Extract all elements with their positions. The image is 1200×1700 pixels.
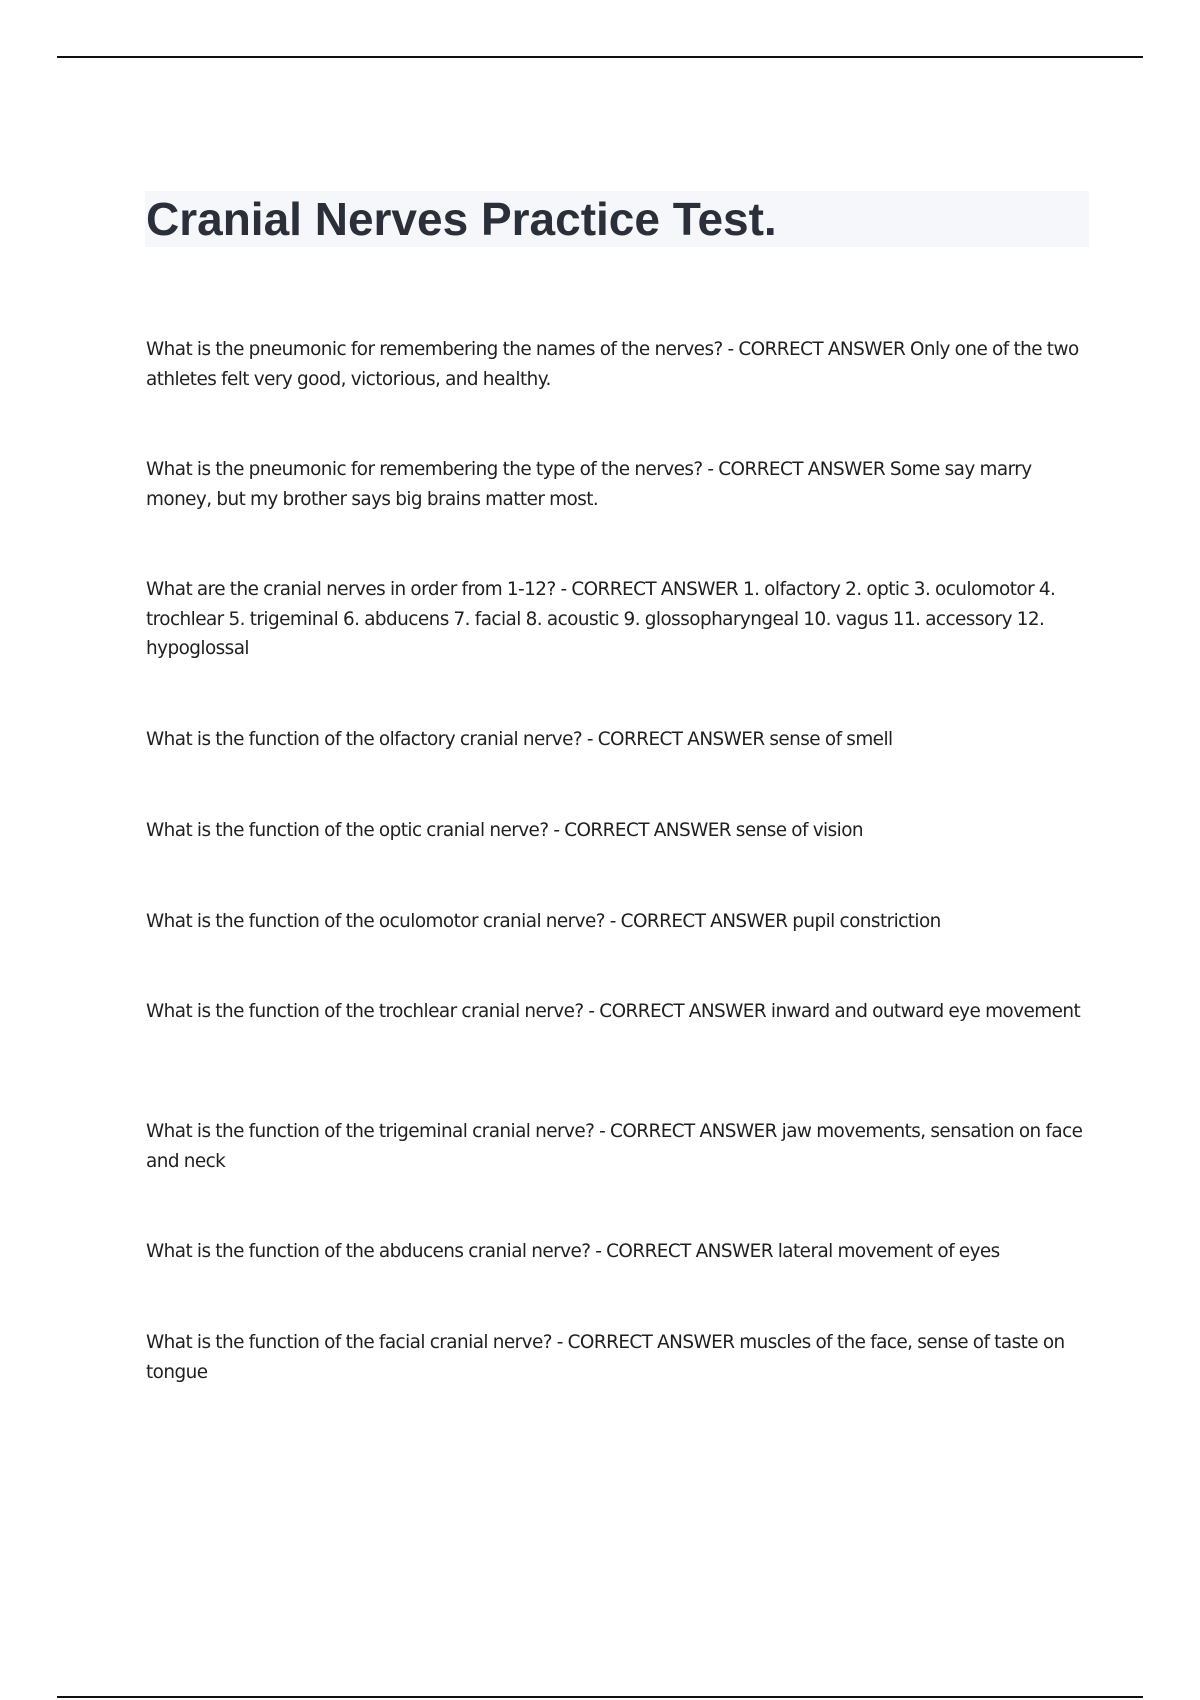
qa-item-abducens: What is the function of the abducens cranial nerve? - CORRECT ANSWER lateral movement of eyes	[146, 1241, 1000, 1262]
qa-item-oculomotor: What is the function of the oculomotor cranial nerve? - CORRECT ANSWER pupil constriction	[146, 911, 941, 932]
qa-item-optic: What is the function of the optic cranial nerve? - CORRECT ANSWER sense of vision	[146, 820, 864, 841]
qa-item-types-mnemonic: What is the pneumonic for remembering the type of the nerves? - CORRECT ANSWER Some say marry money, but my brother says big brains matter most.	[146, 459, 1032, 510]
qa-item-nerve-order: What are the cranial nerves in order from 1-12? - CORRECT ANSWER 1. olfactory 2. optic 3. oculomotor 4. trochlear 5. trigeminal 6. abducens 7. facial 8. acoustic 9. glossopharyngeal 10. vagus 11. accessory 12. hypoglossal	[146, 579, 1056, 659]
qa-item-trochlear: What is the function of the trochlear cranial nerve? - CORRECT ANSWER inward and outward eye movement	[146, 1001, 1081, 1022]
page-title: Cranial Nerves Practice Test.	[146, 193, 777, 245]
qa-item-trigeminal: What is the function of the trigeminal cranial nerve? - CORRECT ANSWER jaw movements, sensation on face and neck	[146, 1121, 1083, 1172]
qa-item-names-mnemonic: What is the pneumonic for remembering the names of the nerves? - CORRECT ANSWER Only one of the two athletes felt very good, victorious, and healthy.	[146, 339, 1079, 390]
qa-item-olfactory: What is the function of the olfactory cranial nerve? - CORRECT ANSWER sense of smell	[146, 729, 893, 750]
header-rule	[57, 56, 1143, 58]
qa-item-facial: What is the function of the facial cranial nerve? - CORRECT ANSWER muscles of the face, sense of taste on tongue	[146, 1332, 1065, 1383]
footer-rule	[57, 1696, 1143, 1698]
